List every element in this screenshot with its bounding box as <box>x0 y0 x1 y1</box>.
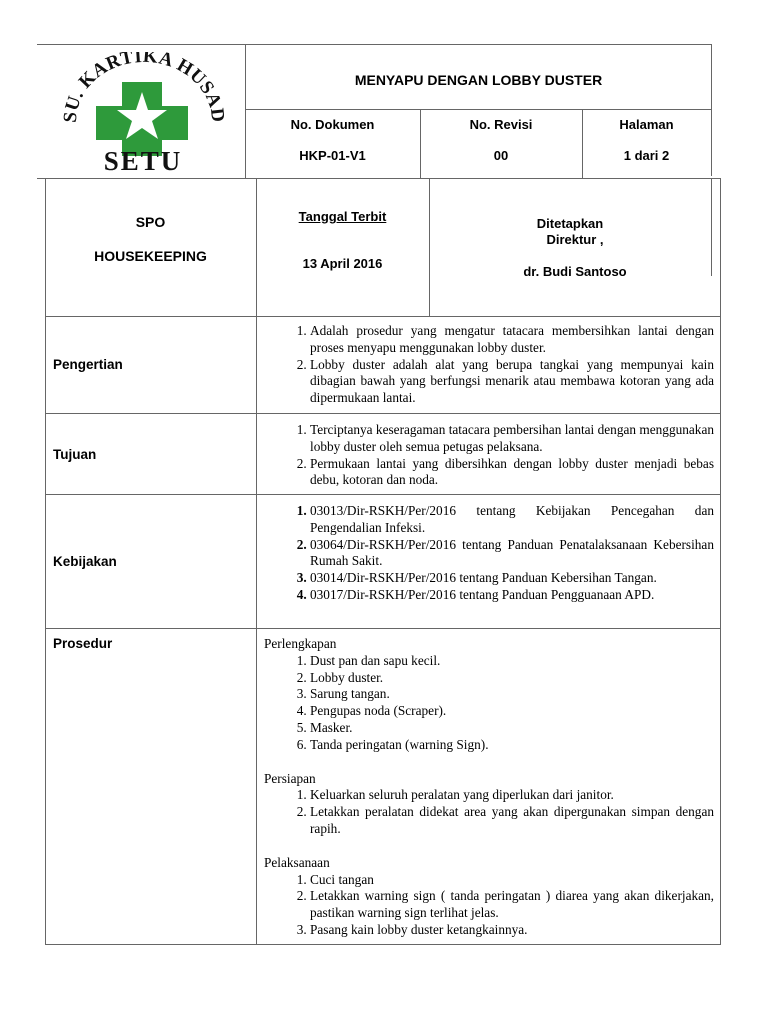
issue-date-label: Tanggal Terbit <box>298 209 387 224</box>
tujuan-content <box>264 422 714 489</box>
approved-label: Ditetapkan <box>536 216 604 231</box>
perlengkapan-title: Perlengkapan <box>264 636 337 651</box>
spo-label: SPO <box>135 214 166 230</box>
page-label: Halaman <box>619 117 674 132</box>
kebijakan-list <box>264 503 714 604</box>
kebijakan-content <box>264 503 714 604</box>
doc-number-value: HKP-01-V1 <box>299 148 366 163</box>
list-item: 1. Keluarkan seluruh peralatan yang diperlukan dari janitor. <box>310 787 714 804</box>
pelaksanaan-list <box>264 872 714 939</box>
list-item: 2. Lobby duster adalah alat yang berupa tangkai yang mempunyai kain dibagian bawah yang berfungsi menarik atau membawa kotoran yang ada dipermukaan lantai. <box>310 357 714 407</box>
doc-number-label: No. Dokumen <box>290 117 375 132</box>
list-item: 1. Adalah prosedur yang mengatur tatacara membersihkan lantai dengan proses menyapu menggunakan lobby duster. <box>310 323 714 357</box>
persiapan-title: Persiapan <box>264 770 316 786</box>
pelaksanaan-title: Pelaksanaan <box>264 854 330 870</box>
section-label-pengertian: Pengertian <box>53 357 123 372</box>
list-item: 1. Terciptanya keseragaman tatacara pembersihan lantai dengan menggunakan lobby duster oleh semua petugas pelaksana. <box>310 422 714 456</box>
document-title: MENYAPU DENGAN LOBBY DUSTER <box>354 72 603 88</box>
list-item: 1. 03013/Dir-RSKH/Per/2016 tentang Kebijakan Pencegahan dan Pengendalian Infeksi. <box>310 503 714 537</box>
approver-name: dr. Budi Santoso <box>523 264 627 279</box>
list-item: 3. Sarung tangan. <box>310 686 714 703</box>
logo-arc-text: SU. KARTIKA HUSAD <box>59 52 228 124</box>
section-label-prosedur: Prosedur <box>53 636 113 651</box>
list-item: 1. Dust pan dan sapu kecil. <box>310 653 714 670</box>
list-item: 4. Pengupas noda (Scraper). <box>310 703 714 720</box>
tujuan-list <box>264 422 714 489</box>
list-item: 2. Letakkan warning sign ( tanda peringatan ) diarea yang akan dikerjakan, pastikan warning sign terlihat jelas. <box>310 888 714 922</box>
list-item: 6. Tanda peringatan (warning Sign). <box>310 737 714 754</box>
list-item: 4. 03017/Dir-RSKH/Per/2016 tentang Panduan Pengguanaan APD. <box>310 587 714 604</box>
list-item: 1. Cuci tangan <box>310 872 714 889</box>
page-value: 1 dari 2 <box>623 148 670 163</box>
pengertian-list <box>264 323 714 407</box>
list-item: 2. 03064/Dir-RSKH/Per/2016 tentang Panduan Penatalaksanaan Kebersihan Rumah Sakit. <box>310 537 714 571</box>
hospital-logo <box>58 52 228 176</box>
list-item: 2. Letakkan peralatan didekat area yang akan dipergunakan simpan dengan rapih. <box>310 804 714 838</box>
persiapan-list <box>264 787 714 837</box>
hospital-logo-emblem <box>58 52 228 176</box>
prosedur-content <box>264 636 714 939</box>
list-item: 5. Masker. <box>310 720 714 737</box>
logo-bottom-text: SETU <box>103 146 183 176</box>
list-item: 3. 03014/Dir-RSKH/Per/2016 tentang Panduan Kebersihan Tangan. <box>310 570 714 587</box>
section-label-kebijakan: Kebijakan <box>53 554 117 569</box>
perlengkapan-list <box>264 653 714 754</box>
approver-role: Direktur , <box>546 232 604 247</box>
revision-value: 00 <box>493 148 509 163</box>
list-item: 2. Permukaan lantai yang dibersihkan dengan lobby duster menjadi bebas debu, kotoran dan noda. <box>310 456 714 490</box>
list-item: 3. Pasang kain lobby duster ketangkainnya. <box>310 922 714 939</box>
issue-date-value: 13 April 2016 <box>302 256 383 271</box>
pengertian-content <box>264 323 714 407</box>
list-item: 2. Lobby duster. <box>310 670 714 687</box>
section-label-tujuan: Tujuan <box>53 447 97 462</box>
spo-department: HOUSEKEEPING <box>94 248 207 264</box>
revision-label: No. Revisi <box>469 117 533 132</box>
